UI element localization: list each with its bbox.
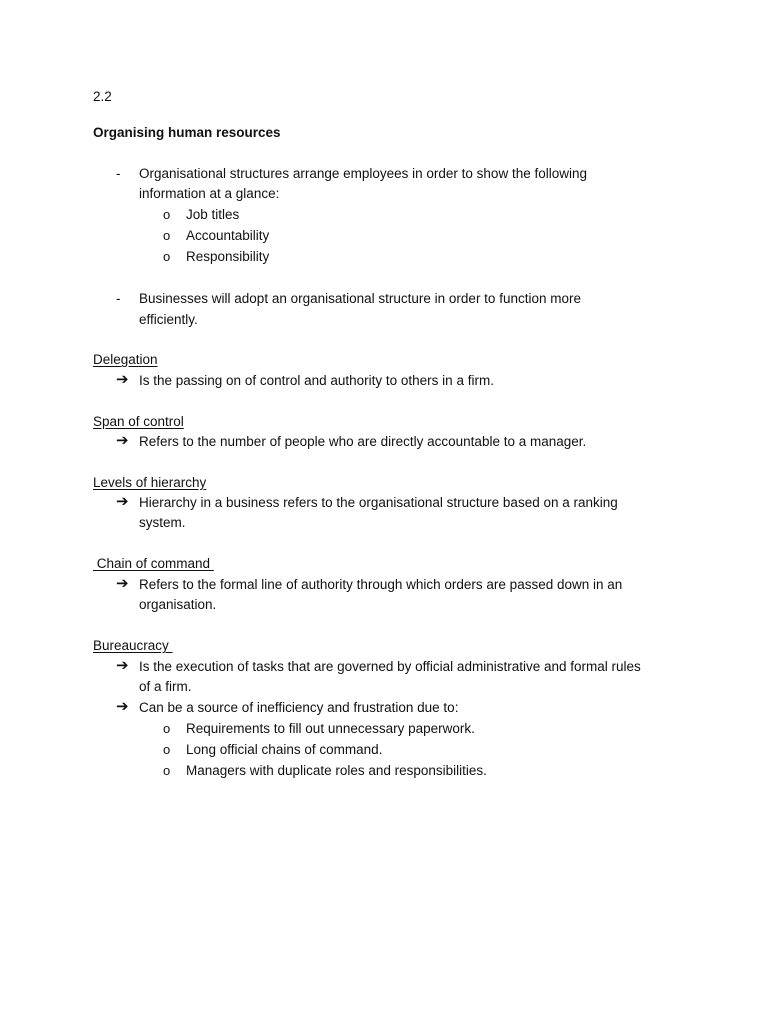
bureaucracy-p2: Can be a source of inefficiency and frustration due to: [139,700,459,715]
circle-bullet: o [163,207,171,222]
arrow-icon: ➔ [116,493,129,510]
heading-delegation: Delegation [93,352,158,367]
heading-chain-of-command: Chain of command [93,556,214,571]
arrow-icon: ➔ [116,575,129,592]
heading-levels-of-hierarchy: Levels of hierarchy [93,475,207,490]
section-number: 2.2 [93,89,112,104]
arrow-icon: ➔ [116,657,129,674]
intro-bullet1-line2: information at a glance: [139,186,280,201]
span-text: Refers to the number of people who are directly accountable to a manager. [139,434,587,449]
chain-line2: organisation. [139,597,217,612]
circle-bullet: o [163,763,171,778]
intro-bullet1-line1: Organisational structures arrange employees in order to show the following [139,166,587,181]
circle-bullet: o [163,249,171,264]
intro-bullet2-line1: Businesses will adopt an organisational structure in order to function more [139,291,581,306]
arrow-icon: ➔ [116,371,129,388]
bureaucracy-p1-line2: of a firm. [139,679,192,694]
dash-bullet: - [116,291,121,306]
sub-item-accountability: Accountability [186,228,270,243]
arrow-icon: ➔ [116,432,129,449]
document-title: Organising human resources [93,125,281,140]
circle-bullet: o [163,228,171,243]
heading-bureaucracy: Bureaucracy [93,638,173,653]
circle-bullet: o [163,742,171,757]
sub-item-responsibility: Responsibility [186,249,270,264]
delegation-text: Is the passing on of control and authority to others in a firm. [139,373,494,388]
hierarchy-line1: Hierarchy in a business refers to the organisational structure based on a ranking [139,495,618,510]
heading-span-of-control: Span of control [93,414,184,429]
hierarchy-line2: system. [139,515,186,530]
arrow-icon: ➔ [116,698,129,715]
sub-item-duplicate-roles: Managers with duplicate roles and responsibilities. [186,763,487,778]
bureaucracy-p1-line1: Is the execution of tasks that are governed by official administrative and formal rules [139,659,641,674]
circle-bullet: o [163,721,171,736]
sub-item-chains-of-command: Long official chains of command. [186,742,383,757]
chain-line1: Refers to the formal line of authority through which orders are passed down in an [139,577,623,592]
intro-bullet2-line2: efficiently. [139,312,198,327]
sub-item-paperwork: Requirements to fill out unnecessary paperwork. [186,721,475,736]
dash-bullet: - [116,166,121,181]
sub-item-job-titles: Job titles [186,207,240,222]
